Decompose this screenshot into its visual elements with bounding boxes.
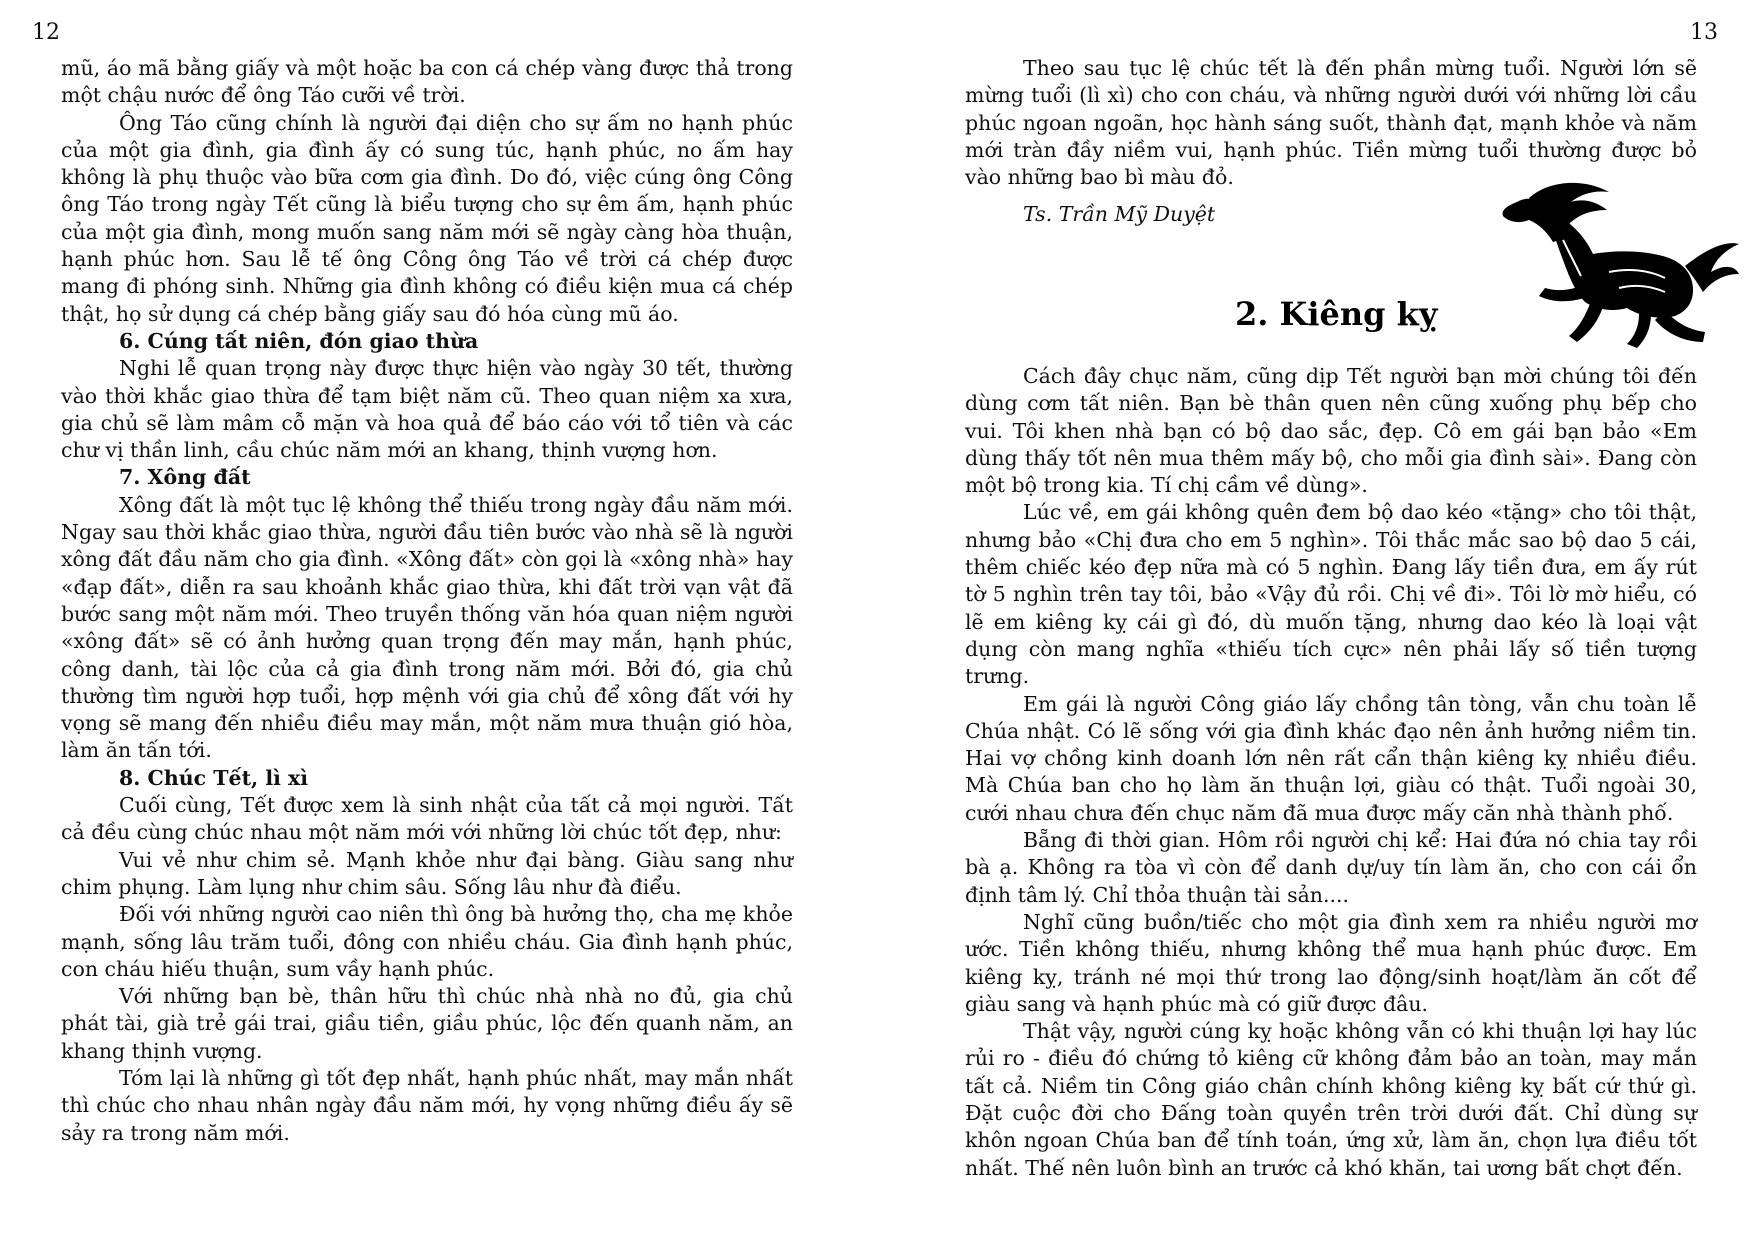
paragraph: Tóm lại là những gì tốt đẹp nhất, hạnh phúc nhất, may mắn nhất thì chúc cho nhau nhân ngày đầu năm mới, hy vọng những điều ấy sẽ sảy ra trong năm mới. <box>61 1065 793 1145</box>
right-page-text <box>965 363 1697 1182</box>
paragraph: Nghi lễ quan trọng này được thực hiện vào ngày 30 tết, thường vào thời khắc giao thừa để tạm biệt năm cũ. Theo quan niệm xa xưa, gia chủ sẽ làm mâm cỗ mặn và hoa quả để báo cáo với tổ tiên và các chư vị thần linh, cầu chúc năm mới an khang, thịnh vượng hơn. <box>61 356 793 463</box>
chapter-title: 2. Kiêng kỵ <box>1235 295 1438 333</box>
paragraph: Bẵng đi thời gian. Hôm rồi người chị kể: Hai đứa nó chia tay rồi bà ạ. Không ra tòa vì còn để danh dự/uy tín làm ăn, cho con cái ổn định tâm lý. Chỉ thỏa thuận tài sản.... <box>965 828 1697 907</box>
paragraph: Đối với những người cao niên thì ông bà hưởng thọ, cha mẹ khỏe mạnh, sống lâu trăm tuổi, đông con nhiều cháu. Gia đình hạnh phúc, con cháu hiếu thuận, sum vầy hạnh phúc. <box>61 902 793 981</box>
horse-icon <box>1489 180 1739 350</box>
paragraph: Lúc về, em gái không quên đem bộ dao kéo «tặng» cho tôi thật, nhưng bảo «Chị đưa cho em 5 nghìn». Tôi thắc mắc sao bộ dao 5 cái, thêm chiếc kéo đẹp nữa mà có 5 nghìn. Đang lấy tiền đưa, em ấy rút tờ 5 nghìn trên tay tôi, bảo «Vậy đủ rồi. Chị về đi». Tôi lờ mờ hiểu, có lẽ em kiêng kỵ cái gì đó, dù muốn tặng, nhưng dao kéo là loại vật dụng còn mang nghĩa «thiếu tích cực» nên phải lấy số tiền tượng trưng. <box>965 500 1697 689</box>
paragraph: Ông Táo cũng chính là người đại diện cho sự ấm no hạnh phúc của một gia đình, gia đình ấy có sung túc, hạnh phúc, no ấm hay không là phụ thuộc vào bữa cơm gia đình. Do đó, việc cúng ông Công ông Táo trong ngày Tết cũng là biểu tượng cho sự êm ấm, hạnh phúc của một gia đình, mong muốn sang năm mới sẽ ngày càng hòa thuận, hạnh phúc hơn. Sau lễ tế ông Công ông Táo về trời cá chép được mang đi phóng sinh. Những gia đình không có điều kiện mua cá chép thật, họ sử dụng cá chép bằng giấy sau đó hóa cùng mũ áo. <box>61 110 793 326</box>
paragraph: Em gái là người Công giáo lấy chồng tân tòng, vẫn chu toàn lễ Chúa nhật. Có lẽ sống với gia đình khác đạo nên ảnh hưởng niềm tin. Hai vợ chồng kinh doanh lớn nên rất cẩn thận kiêng kỵ nhiều điều. Mà Chúa ban cho họ làm ăn thuận lợi, giàu có thật. Tuổi ngoài 30, cưới nhau chưa đến chục năm đã mua được mấy căn nhà thành phố. <box>965 691 1697 825</box>
page-number-right: 13 <box>1690 20 1718 45</box>
paragraph: Vui vẻ như chim sẻ. Mạnh khỏe như đại bàng. Giàu sang như chim phụng. Làm lụng như chim sâu. Sống lâu như đà điểu. <box>61 847 793 899</box>
paragraph: Xông đất là một tục lệ không thể thiếu trong ngày đầu năm mới. Ngay sau thời khắc giao thừa, người đầu tiên bước vào nhà sẽ là người xông đất đầu năm cho gia đình. «Xông đất» còn gọi là «xông nhà» hay «đạp đất», diễn ra sau khoảnh khắc giao thừa, khi đất trời vạn vật đã bước sang một năm mới. Theo truyền thống văn hóa quan niệm người «xông đất» sẽ có ảnh hưởng quan trọng đến may mắn, hạnh phúc, công danh, tài lộc của cả gia đình trong năm mới. Bởi đó, gia chủ thường tìm người hợp tuổi, hợp mệnh với gia chủ để xông đất với hy vọng sẽ mang đến nhiều điều may mắn, một năm mưa thuận gió hòa, làm ăn tấn tới. <box>61 492 793 763</box>
left-page-text <box>61 55 793 1147</box>
section-heading: 6. Cúng tất niên, đón giao thừa <box>119 328 479 353</box>
paragraph: Theo sau tục lệ chúc tết là đến phần mừng tuổi. Người lớn sẽ mừng tuổi (lì xì) cho con cháu, và những người dưới với những lời cầu phúc ngoan ngoãn, học hành sáng suốt, thành đạt, mạnh khỏe và năm mới tràn đầy niềm vui, hạnh phúc. Tiền mừng tuổi thường được bỏ vào những bao bì màu đỏ. <box>965 56 1697 190</box>
paragraph: Thật vậy, người cúng kỵ hoặc không vẫn có khi thuận lợi hay lúc rủi ro - điều đó chứng tỏ kiêng cữ không đảm bảo an toàn, may mắn tất cả. Niềm tin Công giáo chân chính không kiêng kỵ bất cứ thứ gì. Đặt cuộc đời cho Đấng toàn quyền trên trời dưới đất. Chỉ dùng sự khôn ngoan Chúa ban để tính toán, ứng xử, làm ăn, chọn lựa điều tốt nhất. Thế nên luôn bình an trước cả khó khăn, tai ương bất chợt đến. <box>965 1019 1697 1180</box>
paragraph: Nghĩ cũng buồn/tiếc cho một gia đình xem ra nhiều người mơ ước. Tiền không thiếu, nhưng không thể mua hạnh phúc được. Em kiêng kỵ, tránh né mọi thứ trong lao động/sinh hoạt/làm ăn cốt để giàu sang và hạnh phúc mà có giữ được đâu. <box>965 909 1697 1016</box>
section-heading: 7. Xông đất <box>119 465 251 490</box>
paragraph: Cuối cùng, Tết được xem là sinh nhật của tất cả mọi người. Tất cả đều cùng chúc nhau một năm mới với những lời chúc tốt đẹp, như: <box>61 793 793 845</box>
author-signature: Ts. Trần Mỹ Duyệt <box>1023 202 1216 227</box>
right-page <box>877 0 1754 1241</box>
paragraph: Cách đây chục năm, cũng dịp Tết người bạn mời chúng tôi đến dùng cơm tất niên. Bạn bè thân quen nên cũng xuống phụ bếp cho vui. Tôi khen nhà bạn có bộ dao sắc, đẹp. Cô em gái bạn bảo «Em dùng thấy tốt nên mua thêm mấy bộ, cho mỗi gia đình sài». Đang còn một bộ trong kia. Tí chị cầm về dùng». <box>965 364 1697 498</box>
section-heading: 8. Chúc Tết, lì xì <box>119 765 309 790</box>
page-number-left: 12 <box>32 20 60 45</box>
paragraph: mũ, áo mã bằng giấy và một hoặc ba con cá chép vàng được thả trong một chậu nước để ông Táo cưỡi về trời. <box>61 56 793 108</box>
paragraph: Với những bạn bè, thân hữu thì chúc nhà nhà no đủ, gia chủ phát tài, già trẻ gái trai, giầu tiền, giầu phúc, lộc đến quanh năm, an khang thịnh vượng. <box>61 984 793 1063</box>
